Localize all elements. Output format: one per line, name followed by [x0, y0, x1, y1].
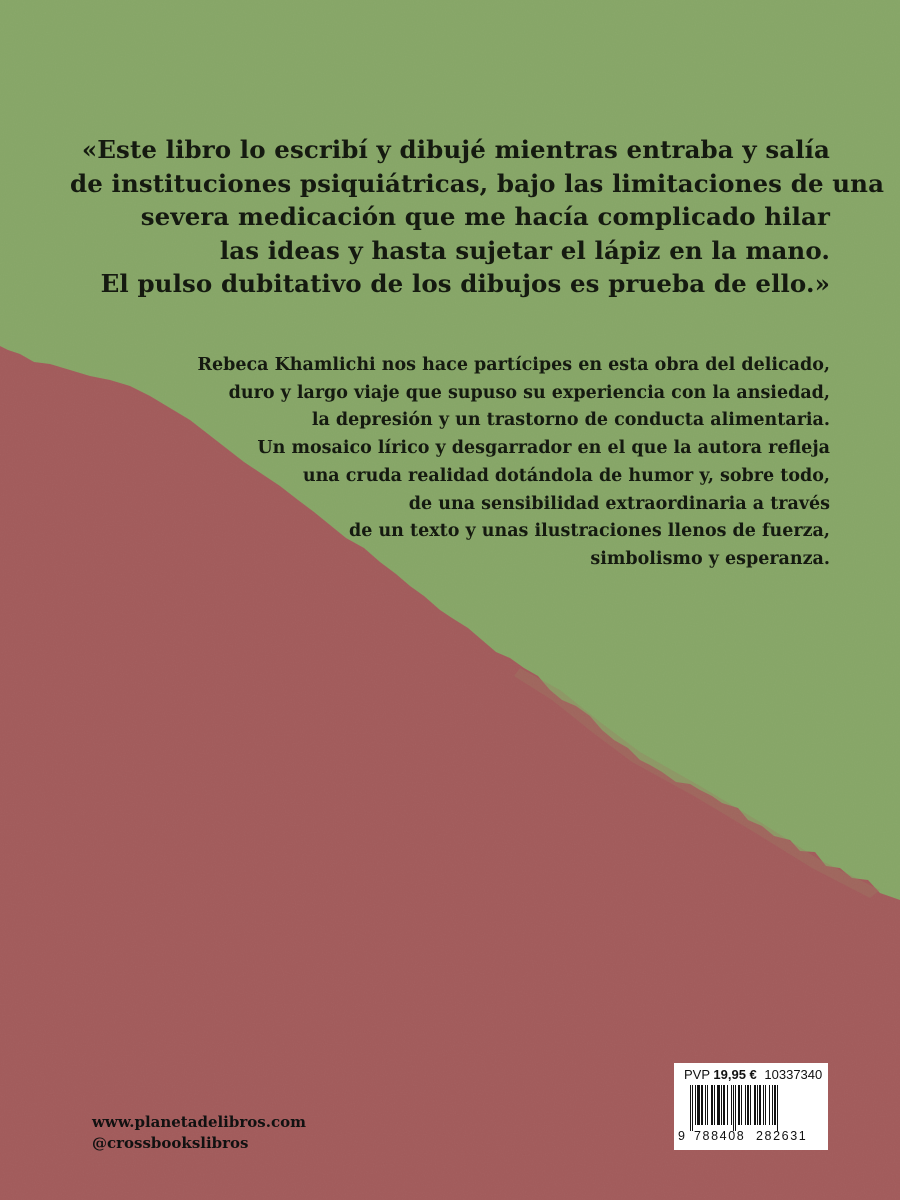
- barcode-bars: [678, 1085, 824, 1131]
- barcode-bar: [738, 1085, 740, 1125]
- barcode-bar: [705, 1085, 706, 1125]
- barcode-bar: [772, 1085, 773, 1125]
- barcode-bar: [747, 1085, 749, 1125]
- ean-first-digit: 9: [678, 1129, 685, 1143]
- blurb-line: de un texto y unas ilustraciones llenos de fuerza,: [349, 521, 830, 542]
- barcode-bar: [745, 1085, 746, 1125]
- blurb-line: simbolismo y esperanza.: [590, 548, 830, 569]
- barcode-bar: [723, 1085, 725, 1125]
- quote-line: «Este libro lo escribí y dibujé mientras entraba y salía: [81, 135, 830, 164]
- barcode-bar: [777, 1085, 778, 1131]
- book-blurb: [70, 352, 830, 574]
- barcode-bar: [763, 1085, 764, 1125]
- barcode-bar: [774, 1085, 776, 1125]
- barcode-bar: [735, 1085, 736, 1131]
- blurb-line: de una sensibilidad extraordinaria a través: [408, 493, 830, 514]
- barcode-bar: [750, 1085, 751, 1125]
- price-line: [684, 1067, 824, 1082]
- pvp-label: PVP: [684, 1067, 710, 1082]
- blurb-line: duro y largo viaje que supuso su experiencia con la ansiedad,: [228, 382, 830, 403]
- barcode-bar: [759, 1085, 761, 1125]
- barcode-bar: [697, 1085, 700, 1125]
- website-link[interactable]: www.planetadelibros.com: [92, 1113, 306, 1131]
- barcode-bar: [765, 1085, 766, 1125]
- ean-right-group: 282631: [756, 1129, 808, 1143]
- barcode-bar: [741, 1085, 742, 1125]
- barcode-bar: [714, 1085, 715, 1125]
- barcode-bar: [692, 1085, 693, 1131]
- quote-line: de instituciones psiquiátricas, bajo las limitaciones de una: [70, 168, 885, 198]
- barcode-bar: [721, 1085, 722, 1125]
- barcode-bar: [733, 1085, 734, 1131]
- barcode-bar: [717, 1085, 720, 1125]
- blurb-line: una cruda realidad dotándola de humor y, sobre todo,: [302, 465, 830, 486]
- barcode-bar: [769, 1085, 770, 1125]
- barcode-bar: [690, 1085, 691, 1131]
- blurb-line: la depresión y un trastorno de conducta alimentaria.: [311, 410, 830, 431]
- barcode-bar: [707, 1085, 708, 1125]
- quote-line: severa medicación que me hacía complicado hilar: [140, 202, 830, 231]
- social-handle[interactable]: @crossbookslibros: [92, 1134, 249, 1152]
- quote-line: El pulso dubitativo de los dibujos es prueba de ello.»: [100, 269, 830, 298]
- blurb-line: Un mosaico lírico y desgarrador en el que la autora refleja: [257, 438, 830, 459]
- barcode-bar: [711, 1085, 713, 1125]
- author-quote: [70, 133, 885, 301]
- barcode-panel: [674, 1063, 828, 1150]
- blurb-line: Rebeca Khamlichi nos hace partícipes en esta obra del delicado,: [197, 355, 830, 375]
- ean-left-group: 788408: [694, 1129, 746, 1143]
- barcode-bar: [695, 1085, 696, 1125]
- product-code: 10337340: [764, 1067, 823, 1082]
- barcode-bar: [701, 1085, 703, 1125]
- price-value: 19,95 €: [713, 1067, 757, 1082]
- barcode-bar: [754, 1085, 756, 1125]
- barcode-bar: [727, 1085, 728, 1125]
- quote-line: las ideas y hasta sujetar el lápiz en la mano.: [219, 235, 830, 265]
- barcode-bar: [731, 1085, 732, 1125]
- barcode-digits: [678, 1129, 824, 1147]
- barcode-bar: [757, 1085, 758, 1125]
- publisher-links: [92, 1112, 306, 1154]
